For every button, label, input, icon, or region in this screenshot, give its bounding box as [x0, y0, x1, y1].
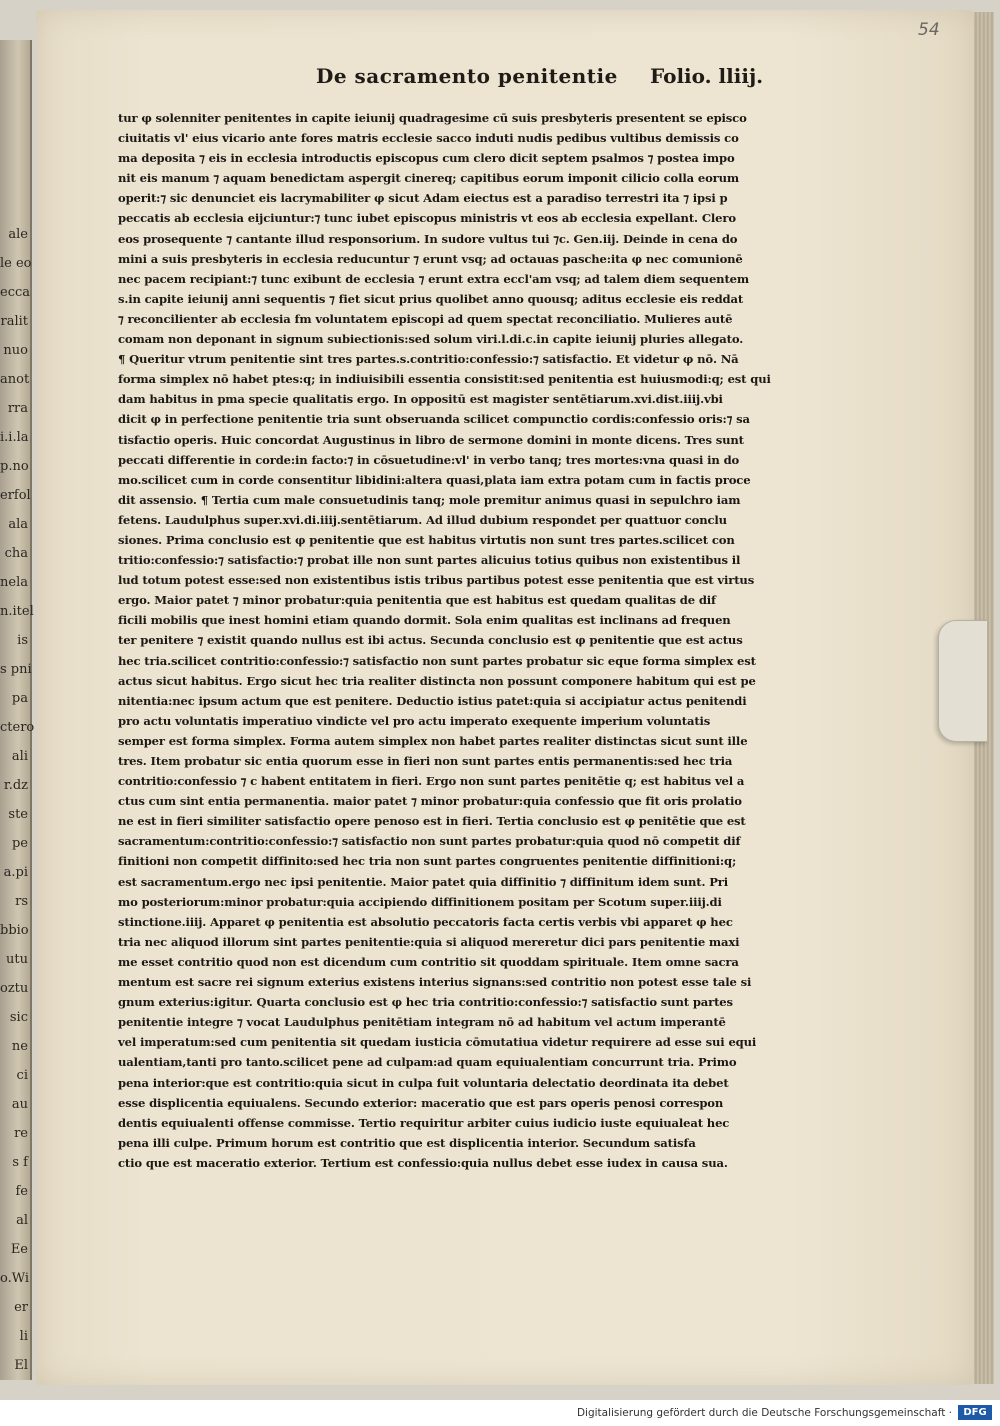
left-fragment: al — [16, 1213, 28, 1228]
left-fragment: El — [14, 1358, 28, 1373]
text-line: dam habitus in pma specie qualitatis ergo. In oppositū est magister sentētiarum.xvi.dist.iiij.vbi — [118, 392, 723, 407]
footer-credit: Digitalisierung gefördert durch die Deutsche Forschungsgemeinschaft · — [576, 1407, 952, 1419]
text-line: lud totum potest esse:sed non existentibus istis tribus partibus potest esse penitentia que est virtus — [118, 573, 755, 588]
text-line: ⁊ reconcilienter ab ecclesia fm voluntatem episcopi ad quem spectat reconciliatio. Mulieres autē — [118, 311, 733, 326]
text-line: ficili mobilis que inest homini etiam quando dormit. Sola enim qualitas est inclinans ad frequen — [118, 613, 731, 628]
left-fragment: i.i.la — [0, 430, 29, 445]
handwritten-folio-number: 54 — [918, 20, 940, 40]
text-line: semper est forma simplex. Forma autem simplex non habet partes realiter distinctas sicut sunt ille — [118, 733, 748, 748]
left-fragment: s pni — [0, 662, 32, 677]
left-fragment: p.no — [0, 459, 29, 474]
text-line: ne est in fieri similiter satisfactio opere penoso est in fieri. Tertia conclusio est φ penitētie que est — [118, 814, 746, 829]
left-fragment: Ee — [10, 1242, 28, 1257]
left-fragment: ste — [8, 807, 28, 822]
text-line: tritio:confessio:⁊ satisfactio:⁊ probat ille non sunt partes alicuius totius quibus non existentibus il — [118, 553, 741, 568]
left-fragment: pe — [11, 836, 28, 851]
left-fragment: bbio — [0, 923, 29, 938]
dfg-logo: DFG — [958, 1405, 992, 1420]
text-line: forma simplex nō habet ptes:q; in indiuisibili essentia consistit:sed penitentia est huiusmodi:q; est qui — [118, 372, 771, 387]
left-fragment: nuo — [3, 343, 28, 358]
text-line: ciuitatis vl' eius vicario ante fores matris ecclesie sacco induti nudis pedibus vultibus demissis co — [118, 131, 739, 146]
left-fragment: au — [11, 1097, 28, 1112]
text-line: nitentia:nec ipsum actum que est penitere. Deductio istius patet:quia si accipiatur actus penitendi — [118, 693, 747, 708]
left-fragment: fe — [15, 1184, 28, 1199]
text-line: siones. Prima conclusio est φ penitentie que est habitus virtutis non sunt tres partes.scilicet con — [118, 532, 735, 547]
text-line: pena illi culpe. Primum horum est contritio que est displicentia interior. Secundum satisfa — [118, 1135, 696, 1150]
page-clip-tab — [938, 620, 988, 742]
left-fragment: rs — [15, 894, 28, 909]
left-fragment: rra — [7, 401, 28, 416]
left-page-text-fragments — [0, 220, 35, 1380]
left-fragment: n.itel — [0, 604, 34, 619]
left-fragment: ali — [11, 749, 28, 764]
text-line: ctus cum sint entia permanentia. maior patet ⁊ minor probatur:quia confessio que fit oris prolatio — [118, 794, 742, 809]
left-fragment: sic — [9, 1010, 28, 1025]
text-line: hec tria.scilicet contritio:confessio:⁊ satisfactio non sunt partes probatur sic eque forma simplex est — [118, 653, 756, 668]
left-fragment: a.pi — [3, 865, 28, 880]
text-line: tisfactio operis. Huic concordat Augustinus in libro de sermone domini in monte dicens. Tres sunt — [118, 432, 744, 447]
left-fragment: er — [14, 1300, 28, 1315]
text-line: pro actu voluntatis imperatiuo vindicte vel pro actu imperato exequente imperium voluntatis — [118, 713, 711, 728]
left-fragment: li — [19, 1329, 28, 1344]
text-line: ¶ Queritur vtrum penitentie sint tres partes.s.contritio:confessio:⁊ satisfactio. Et videtur φ nō. Nā — [118, 352, 739, 367]
left-page-edge — [0, 40, 35, 1380]
left-fragment: nela — [0, 575, 28, 590]
text-line: contritio:confessio ⁊ c habent entitatem in fieri. Ergo non sunt partes penitētie q; est habitus vel a — [118, 774, 745, 789]
left-fragment: cha — [4, 546, 28, 561]
text-line: me esset contritio quod non est dicendum cum contritio sit quoddam spirituale. Item omne sacra — [118, 954, 739, 969]
left-fragment: ne — [11, 1039, 28, 1054]
text-line: sacramentum:contritio:confessio:⁊ satisfactio non sunt partes probatur:quia quod nō competit dif — [118, 834, 741, 849]
text-line: comam non deponant in signum subiectionis:sed solum viri.l.di.c.in capite ieiunij pluries allegato. — [118, 332, 744, 347]
text-line: peccati differentie in corde:in facto:⁊ in cōsuetudine:vl' in verbo tanq; tres mortes:vna quasi in do — [118, 452, 740, 467]
left-fragment: is — [17, 633, 28, 648]
left-fragment: o.Wi — [0, 1271, 30, 1286]
text-line: stinctione.iiij. Apparet φ penitentia est absolutio peccatoris facta certis verbis vbi apparet φ hec — [118, 914, 733, 929]
text-line: eos prosequente ⁊ cantante illud responsorium. In sudore vultus tui ⁊c. Gen.iij. Deinde in cena do — [118, 231, 738, 246]
text-line: tres. Item probatur sic entia quorum esse in fieri non sunt partes entis permanentis:sed hec tria — [118, 754, 733, 768]
text-line: est sacramentum.ergo nec ipsi penitentie. Maior patet quia diffinitio ⁊ diffinitum idem sunt. Pri — [118, 874, 729, 889]
text-line: mini a suis presbyteris in ecclesia reducuntur ⁊ erunt vsq; ad octauas pasche:ita φ nec comunionē — [118, 251, 743, 266]
text-line: ctio que est maceratio exterior. Tertium est confessio:quia nullus debet esse iudex in causa sua. — [118, 1155, 728, 1170]
left-fragment: r.dz — [3, 778, 28, 793]
text-line: mentum est sacre rei signum exterius existens interius signans:sed contritio non potest esse tale si — [118, 975, 752, 990]
left-fragment: ralit — [0, 314, 28, 329]
text-line: nit eis manum ⁊ aquam benedictam aspergit cinereq; capitibus eorum imponit cilicio colla eorum — [118, 171, 740, 186]
left-fragment: ctero — [0, 720, 35, 735]
text-line: finitioni non competit diffinito:sed hec tria non sunt partes congruentes penitentie diffinitioni:q; — [118, 854, 737, 869]
text-line: s.in capite ieiunij anni sequentis ⁊ fiet sicut prius quolibet anno quousq; aditus ecclesie eis reddat — [118, 291, 744, 306]
left-fragment: ci — [16, 1068, 28, 1083]
text-line: tur φ solenniter penitentes in capite ieiunij quadragesime cū suis presbyteris presentent se episco — [118, 111, 747, 125]
text-line: mo.scilicet cum in corde consentitur libidini:altera quasi,plata iam extra potam cum in factis proce — [118, 472, 751, 487]
left-fragment: ale — [8, 227, 28, 242]
text-line: actus sicut habitus. Ergo sicut hec tria realiter distincta non possunt componere habitum qui est pe — [118, 673, 756, 688]
main-text-column — [118, 108, 822, 1173]
left-fragment: le eo — [0, 256, 32, 271]
text-line: gnum exterius:igitur. Quarta conclusio est φ hec tria contritio:confessio:⁊ satisfactio sunt partes — [118, 995, 733, 1010]
folio-label: Folio. lliij. — [650, 64, 764, 88]
text-line: dentis equiualenti offense commisse. Tertio requiritur arbiter cuius iudicio iuste equiualeat hec — [118, 1115, 730, 1130]
left-fragment: anot — [0, 372, 30, 387]
text-line: pena interior:que est contritio:quia sicut in culpa fuit voluntaria delectatio deordinata ita debet — [118, 1075, 729, 1090]
text-line: vel imperatum:sed cum penitentia sit quedam iusticia cōmutatiua videtur requirere ad esse sui equi — [118, 1035, 757, 1050]
text-line: penitentie integre ⁊ vocat Laudulphus penitētiam integram nō ad habitum vel actum imperantē — [118, 1015, 726, 1030]
text-line: ergo. Maior patet ⁊ minor probatur:quia penitentia que est habitus est quedam qualitas de dif — [118, 593, 716, 608]
left-fragment: pa — [11, 691, 28, 706]
left-fragment: oztu — [0, 981, 29, 996]
text-line: tria nec aliquod illorum sint partes penitentie:quia si aliquod mereretur dici pars penitentie maxi — [118, 934, 740, 949]
left-fragment: re — [14, 1126, 28, 1141]
text-line: ma deposita ⁊ eis in ecclesia introductis episcopus cum clero dicit septem psalmos ⁊ postea impo — [118, 151, 735, 166]
text-line: ualentiam,tanti pro tanto.scilicet pene ad culpam:ad quam equiualentiam concurrunt tria. Primo — [118, 1055, 737, 1070]
text-line: fetens. Laudulphus super.xvi.di.iiij.sentētiarum. Ad illud dubium respondet per quattuor conclu — [118, 512, 727, 527]
text-line: esse displicentia equiualens. Secundo exterior: maceratio que est pars operis penosi correspon — [118, 1095, 724, 1110]
text-line: dicit φ in perfectione penitentie tria sunt obseruanda scilicet compunctio cordis:confessio oris:⁊ sa — [118, 412, 750, 427]
text-line: ter penitere ⁊ existit quando nullus est ibi actus. Secunda conclusio est φ penitentie que est actus — [118, 633, 743, 648]
left-fragment: ala — [8, 517, 28, 532]
text-line: dit assensio. ¶ Tertia cum male consuetudinis tanq; mole premitur animus quasi in sepulchro iam — [118, 492, 741, 507]
running-head: De sacramento penitentie — [316, 64, 618, 88]
text-line: peccatis ab ecclesia eijciuntur:⁊ tunc iubet episcopus ministris vt eos ab ecclesia expellant. Clero — [118, 211, 736, 226]
left-fragment: utu — [6, 952, 28, 967]
left-fragment: s f — [12, 1155, 28, 1170]
left-fragment: ecca — [0, 285, 31, 300]
text-line: nec pacem recipiant:⁊ tunc exibunt de ecclesia ⁊ erunt extra eccl'am vsq; ad talem diem sequentem — [118, 271, 750, 286]
text-line: mo posteriorum:minor probatur:quia accipiendo diffinitionem positam per Scotum super.iiij.di — [118, 894, 722, 909]
left-fragment: erfol — [0, 488, 31, 503]
text-line: operit:⁊ sic denunciet eis lacrymabiliter φ sicut Adam eiectus est a paradiso terrestri ita ⁊ ipsi p — [118, 191, 728, 206]
